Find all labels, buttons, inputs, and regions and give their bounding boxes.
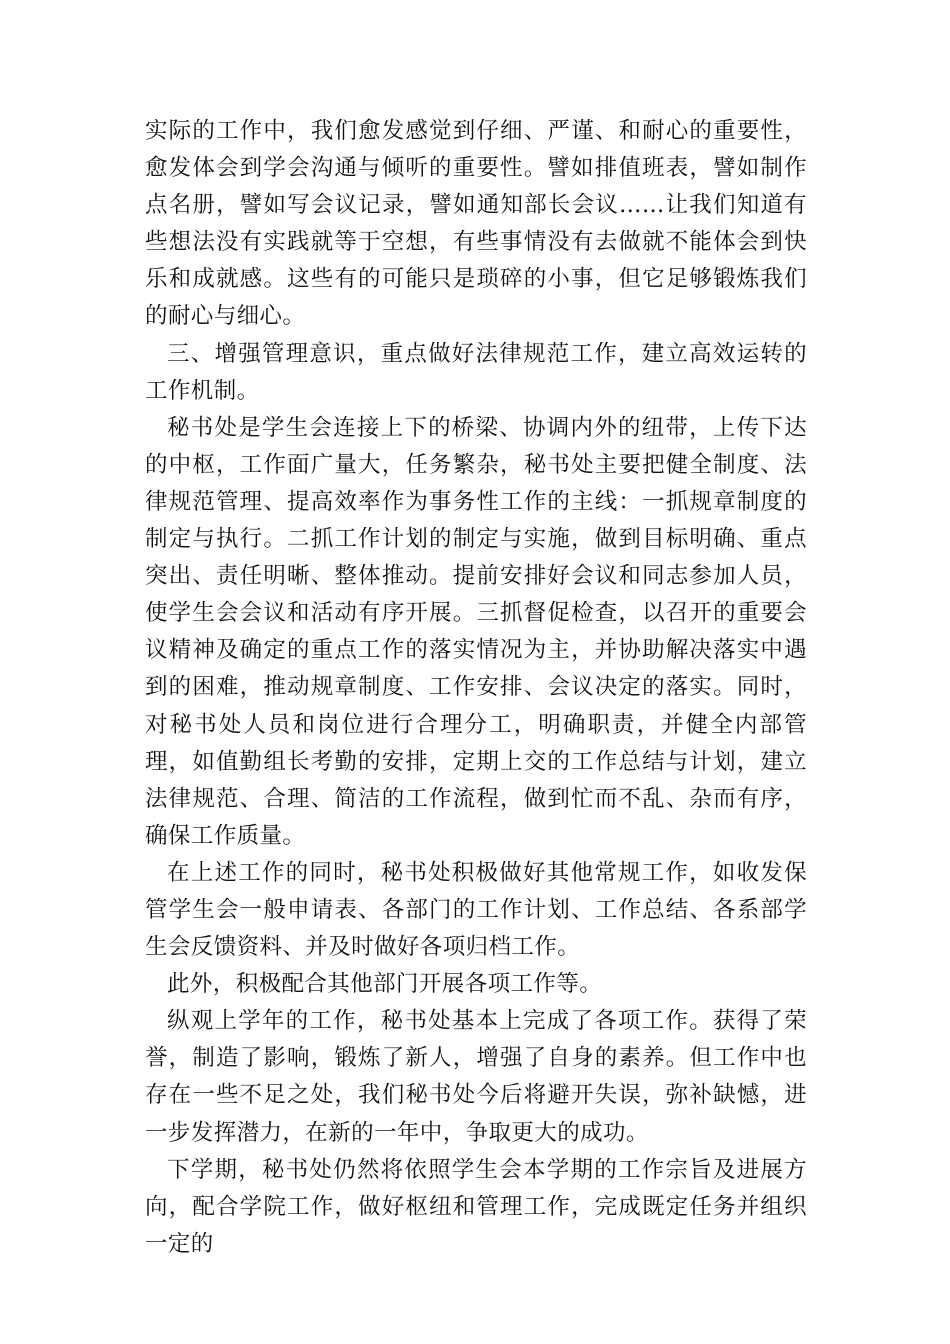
paragraph-5: 此外，积极配合其他部门开展各项工作等。 xyxy=(167,971,603,998)
paragraph-6: 纵观上学年的工作，秘书处基本上完成了各项工作。获得了荣誉，制造了影响，锻炼了新人，增强了自身的素养。但工作中也存在一些不足之处，我们秘书处今后将避开失误，弥补缺憾，进一步发挥潜力，在新的一年中，争取更大的成功。 xyxy=(145,1008,807,1146)
paragraph-1: 实际的工作中，我们愈发感觉到仔细、严谨、和耐心的重要性，愈发体会到学会沟通与倾听的重要性。譬如排值班表，譬如制作点名册，譬如写会议记录，譬如通知部长会议……让我们知道有些想法没有实践就等于空想，有些事情没有去做就不能体会到快乐和成就感。这些有的可能只是琐碎的小事，但它足够锻炼我们的耐心与细心。 xyxy=(145,118,807,330)
paragraph-3: 秘书处是学生会连接上下的桥梁、协调内外的纽带，上传下达的中枢，工作面广量大，任务繁杂，秘书处主要把健全制度、法律规范管理、提高效率作为事务性工作的主线：一抓规章制度的制定与执行。二抓工作计划的制定与实施，做到目标明确、重点突出、责任明晰、整体推动。提前安排好会议和同志参加人员，使学生会会议和活动有序开展。三抓督促检查，以召开的重要会议精神及确定的重点工作的落实情况为主，并协助解决落实中遇到的困难，推动规章制度、工作安排、会议决定的落实。同时，对秘书处人员和岗位进行合理分工，明确职责，并健全内部管理，如值勤组长考勤的安排，定期上交的工作总结与计划，建立法律规范、合理、简洁的工作流程，做到忙而不乱、杂而有序，确保工作质量。 xyxy=(145,414,807,849)
document-body xyxy=(145,113,807,1263)
paragraph-4: 在上述工作的同时，秘书处积极做好其他常规工作，如收发保管学生会一般申请表、各部门的工作计划、工作总结、各系部学生会反馈资料、并及时做好各项归档工作。 xyxy=(145,859,807,961)
paragraph-7: 下学期，秘书处仍然将依照学生会本学期的工作宗旨及进展方向，配合学院工作，做好枢纽和管理工作，完成既定任务并组织一定的 xyxy=(145,1156,807,1257)
paragraph-2-heading: 三、增强管理意识，重点做好法律规范工作，建立高效运转的工作机制。 xyxy=(145,340,807,404)
